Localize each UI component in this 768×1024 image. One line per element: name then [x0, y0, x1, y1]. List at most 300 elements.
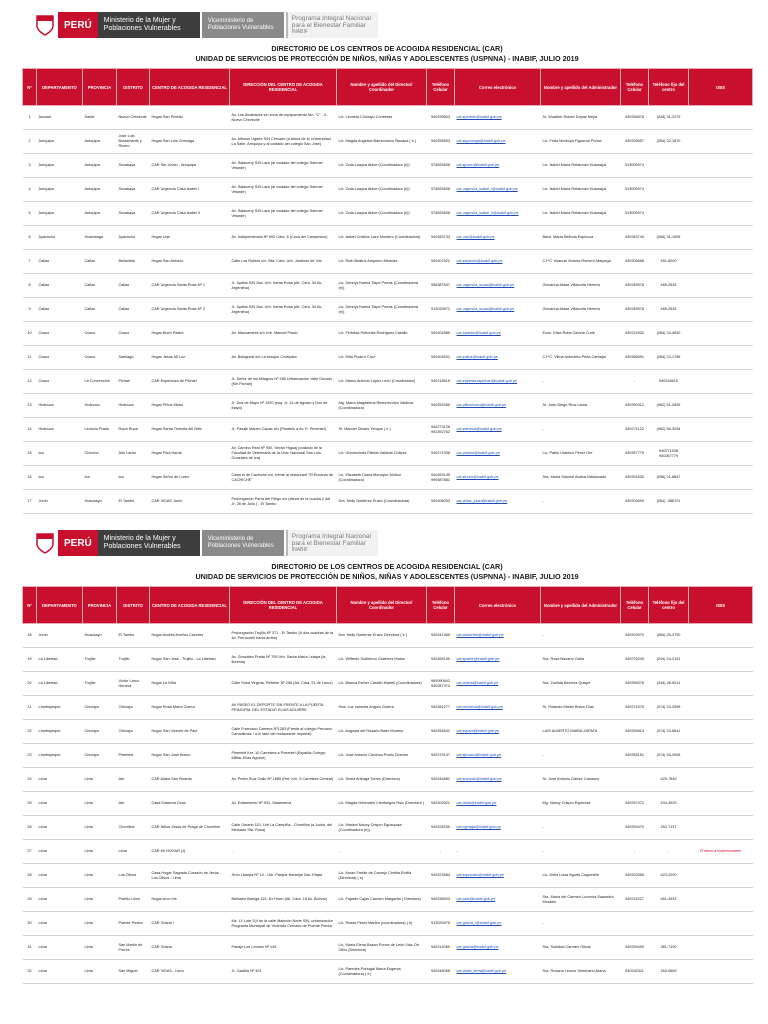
cell-correo[interactable]: car.urgencia_srosa@inabif.gob.pe	[455, 274, 541, 298]
cell-direccion: Av. Alfonso Ugarte S/N Cercado (a altura de la Universidad La Salle, Arequipa y al costado del colegio San José)	[230, 130, 337, 154]
cell-obs	[689, 466, 753, 490]
cell-provincia: Arequipa	[83, 154, 117, 178]
cell-provincia: Lima	[83, 960, 117, 984]
cell-celular-admin: 940253470	[621, 816, 649, 840]
cell-administrador: Sra. Rosa Navarro Galla	[541, 648, 621, 672]
cell-distrito: Alto Larán	[117, 442, 150, 466]
cell-distrito: Chiclayo	[117, 696, 150, 720]
cell-obs	[689, 624, 753, 648]
column-header-director: Nombre y apellido del Director/ Coordinador	[337, 69, 427, 106]
cell-provincia: Callao	[83, 298, 117, 322]
cell-num: 4	[23, 178, 37, 202]
cell-celular-admin: 940206668	[621, 250, 649, 274]
cell-centro: Hogar Urpi	[150, 226, 230, 250]
cell-provincia: Lima	[83, 768, 117, 792]
table-row	[23, 154, 753, 178]
cell-celular: 940265199	[427, 648, 455, 672]
cell-administrador: Econ. Elise Roba Celoria Curie	[541, 322, 621, 346]
table-row	[23, 624, 753, 648]
cell-correo[interactable]: car.sjosetr@inabif.gob.pe	[455, 648, 541, 672]
cell-direccion: Jr. Señor de los Milagros Nº 285 Urbanización Valle Dorado - (Kiri Pichari)	[230, 370, 337, 394]
cell-correo[interactable]: car.urgencia_srosa@inabif.gob.pe	[455, 298, 541, 322]
cell-correo[interactable]: car.pillcomozo@inabif.gob.pe	[455, 394, 541, 418]
cell-telefono-fijo: 523-2200	[649, 864, 689, 888]
cell-administrador: -	[541, 418, 621, 442]
table-header-row	[23, 69, 753, 106]
peru-shield-icon	[32, 12, 58, 38]
cell-director: Dra. Nelly Gutiérrez Erazo Directora ( e )	[337, 624, 427, 648]
cell-correo[interactable]: car.jmiluz@inabif.gob.pe	[455, 346, 541, 370]
cell-distrito: Los Olivos	[117, 864, 150, 888]
cell-director: Lic. Wilfredo Guillermo Gutiérrez Matos	[337, 648, 427, 672]
table-row	[23, 840, 753, 864]
cell-departamento: Junín	[37, 624, 83, 648]
cell-celular: 940218615	[427, 370, 455, 394]
cell-administrador: Sr. Wuather Rubén Dopaz Mejía	[541, 106, 621, 130]
cell-administrador: Sra. Soledad Carmen Olivos	[541, 936, 621, 960]
table-row	[23, 106, 753, 130]
table-row	[23, 466, 753, 490]
cell-telefono-fijo: (074) 23-2599	[649, 696, 689, 720]
table-row	[23, 744, 753, 768]
cell-director: Lic. Dennys Karina Taipe Porras (Coordinadora (e))	[337, 274, 427, 298]
cell-departamento: Lambayeque	[37, 720, 83, 744]
cell-correo[interactable]: car.scjesuslo@inabif.gob.pe	[455, 864, 541, 888]
cell-num: 25	[23, 792, 37, 816]
cell-celular-admin: 940266691	[621, 346, 649, 370]
cell-celular-admin: 940276249	[621, 648, 649, 672]
cell-correo[interactable]: car.santonio@inabif.gob.pe	[455, 250, 541, 274]
cell-provincia: Lima	[83, 912, 117, 936]
cell-director: Lic. Rosas Pérez Maribu (coordinadora) ( e)	[337, 912, 427, 936]
cell-num: 9	[23, 298, 37, 322]
cell-provincia: Lima	[83, 816, 117, 840]
cell-obs	[689, 394, 753, 418]
cell-centro: CAR Urgencia Casa Isabel I	[150, 178, 230, 202]
cell-direccion: Av. Manzanares s/n Urb. Manuel Prado	[230, 322, 337, 346]
cell-direccion: Av. Bolognesi s/n La bosque Ccoripata	[230, 346, 337, 370]
table-row	[23, 394, 753, 418]
cell-obs	[689, 720, 753, 744]
cell-num: 28	[23, 864, 37, 888]
cell-director: Lic. Zoila Loayza Alave (Coordinadora (e))	[337, 178, 427, 202]
cell-num: 18	[23, 624, 37, 648]
cell-correo[interactable]: car.urgencia_isabel_i@inabif.gob.pe	[455, 178, 541, 202]
cell-celular: 940238003	[427, 888, 455, 912]
cell-celular-admin: 940255151	[621, 744, 649, 768]
cell-administrador: Sra. Roxana Leonor Seminario Arana	[541, 960, 621, 984]
cell-num: 3	[23, 154, 37, 178]
cell-distrito: Cusco	[117, 322, 150, 346]
cell-direccion: Jr. Iquitos S/N 2da. Urb. Santa Rosa (Alt. Cdra. 34 Av. Argentina)	[230, 298, 337, 322]
table-header-row	[23, 587, 753, 624]
cell-centro: CAR Gracia	[150, 936, 230, 960]
table-row	[23, 178, 753, 202]
cell-centro: CAR Urgencia Santa Rosa Nº 1	[150, 274, 230, 298]
cell-obs	[689, 202, 753, 226]
cell-num: 10	[23, 322, 37, 346]
cell-obs	[689, 490, 753, 514]
cell-telefono-fijo	[649, 912, 689, 936]
column-header-distrito: DISTRITO	[117, 69, 150, 106]
cell-provincia: Cusco	[83, 322, 117, 346]
column-header-centro: CENTRO DE ACOGIDA RESIDENCIAL	[150, 587, 230, 624]
cell-num: 26	[23, 816, 37, 840]
cell-correo[interactable]: car.vidas_junin@inabif.gob.pe	[455, 490, 541, 514]
ministerio-label: Ministerio de la Mujer y Poblaciones Vulnerables	[98, 12, 200, 38]
directory-table	[22, 586, 753, 984]
cell-telefono-fijo	[649, 154, 689, 178]
cell-provincia: Lima	[83, 936, 117, 960]
cell-correo[interactable]: car.domi@inabif.gob.pe	[455, 792, 541, 816]
cell-celular: 940204989	[427, 322, 455, 346]
cell-centro: CAR Urgencia Casa Isabel II	[150, 202, 230, 226]
cell-celular: 940279137	[427, 744, 455, 768]
cell-celular-admin: 940226490	[621, 936, 649, 960]
cell-celular-admin: 940251830	[621, 466, 649, 490]
cell-obs	[689, 250, 753, 274]
cell-distrito: Pueblo Libre	[117, 888, 150, 912]
cell-telefono-fijo: (064) -388701	[649, 490, 689, 514]
column-header-departamento: DEPARTAMENTO	[37, 587, 83, 624]
cell-correo[interactable]: car.stteresa@inabif.gob.pe	[455, 418, 541, 442]
cell-direccion: Av. Los Alcatraces s/n zona de equipamiento Mz. "C" - II - Nuevo Chimbote	[230, 106, 337, 130]
cell-celular-admin: 940256376	[621, 672, 649, 696]
cell-num: 7	[23, 250, 37, 274]
cell-celular: 940281277	[427, 696, 455, 720]
cell-administrador: Sr. Rolando Martin Bravo Díaz	[541, 696, 621, 720]
cell-administrador: Bach. María Belinda Espinoza	[541, 226, 621, 250]
table-row	[23, 250, 753, 274]
column-header-administrador: Nombre y apellido del Administrador	[541, 69, 621, 106]
cell-provincia: Lima	[83, 840, 117, 864]
cell-administrador: Sra. Zunilda Becerra Quispe	[541, 672, 621, 696]
cell-correo[interactable]: car.spedrito@inabif.gob.pe	[455, 106, 541, 130]
cell-celular-admin: 940242311	[621, 960, 649, 984]
cell-director: Lic. Sinea Arteaga Torres (Directora)	[337, 768, 427, 792]
cell-distrito: Chiclayo	[117, 720, 150, 744]
cell-correo[interactable]: car.sluren@inabif.gob.pe	[455, 466, 541, 490]
cell-distrito: Socabaya	[117, 154, 150, 178]
cell-obs	[689, 672, 753, 696]
cell-distrito: Puente Piedra	[117, 912, 150, 936]
cell-celular: 940273126 992392762	[427, 418, 455, 442]
cell-centro: CAR Ser Joven - Arequipa	[150, 154, 230, 178]
cell-departamento: Lambayeque	[37, 744, 83, 768]
cell-administrador: -	[541, 490, 621, 514]
cell-correo[interactable]: car.lanina@inabif.gob.pe	[455, 672, 541, 696]
cell-departamento: Ica	[37, 466, 83, 490]
cell-correo[interactable]: car.airis@inabif.gob.pe	[455, 888, 541, 912]
cell-obs	[689, 298, 753, 322]
title-line-1: DIRECTORIO DE LOS CENTROS DE ACOGIDA RESIDENCIAL (CAR)	[271, 44, 503, 53]
cell-direccion: Av. Salaverry S/N Lara (al costado del colegio Samuel Velarde)	[230, 202, 337, 226]
cell-administrador: C.P.C Yolanda Victoria Romero Mayorga	[541, 250, 621, 274]
cell-telefono-fijo: (044) 28-5011	[649, 672, 689, 696]
table-row	[23, 202, 753, 226]
cell-celular-admin: 940203970	[621, 624, 649, 648]
cell-correo[interactable]: car.sjoven@inabif.gob.pe	[455, 154, 541, 178]
cell-telefono-fijo: (074) 23-6641	[649, 720, 689, 744]
cell-director: Mg. María Magdalena Resurrección Valdivia (Coordinadora)	[337, 394, 427, 418]
column-header-obs: OBS	[689, 587, 753, 624]
cell-celular-admin: 940203365	[621, 864, 649, 888]
cell-provincia: Callao	[83, 274, 117, 298]
cell-direccion: Av. Camino Real Nº 900, Sector Higuaj (costado de la Facultad de Veterinaria de la Univ. Nacional San Luis Gonzales de Ica)	[230, 442, 337, 466]
cell-provincia: Arequipa	[83, 178, 117, 202]
cell-correo[interactable]: car.gracia_i@inabif.gob.pe	[455, 912, 541, 936]
cell-distrito: Rupa Rupa	[117, 418, 150, 442]
cell-obs	[689, 418, 753, 442]
cell-provincia: Trujillo	[83, 648, 117, 672]
cell-director: Lic. María Elena Bazan Ponce de León Vda. De Olivo (Directora)	[337, 936, 427, 960]
column-header-director: Nombre y apellido del Director/ Coordinador	[337, 587, 427, 624]
cell-direccion: AV PASEO EL DEPORTE S/N FRENTE A LA PUERTA PRINCIPAL DEL ESTADIO ELIAS AGUIRRE	[230, 696, 337, 720]
cell-director: Lic. Gumercinda Elleida Valdivia Chávez	[337, 442, 427, 466]
cell-distrito: Bellavista	[117, 250, 150, 274]
cell-correo[interactable]: car.svpaul@inabif.gob.pe	[455, 720, 541, 744]
column-header-centro: CENTRO DE ACOGIDA RESIDENCIAL	[150, 69, 230, 106]
cell-director: Lic. Elita Pizarro Cruz	[337, 346, 427, 370]
cell-correo[interactable]: car.esperanzapichari@inabif.gob.pe	[455, 370, 541, 394]
cell-centro: Hogar Paúl Harris	[150, 442, 230, 466]
cell-distrito: Callao	[117, 298, 150, 322]
programa-label	[286, 12, 378, 38]
cell-centro: Hogar Santa Teresita del Niño	[150, 418, 230, 442]
cell-telefono-fijo: 461-3433	[649, 888, 689, 912]
title-line-2: UNIDAD DE SERVICIOS DE PROTECCIÓN DE NIÑOS, NIÑAS Y ADOLESCENTES (USPNNA) - INABIF, JULIO 2019	[195, 572, 579, 581]
cell-telefono-fijo: (084) 23-1765	[649, 346, 689, 370]
cell-director: Lic. Blanca Esther Castillo Martell (Coordinadora)	[337, 672, 427, 696]
cell-celular-admin: 940283740	[621, 226, 649, 250]
cell-celular: 940209321	[427, 792, 455, 816]
cell-obs	[689, 768, 753, 792]
cell-administrador: -	[541, 744, 621, 768]
column-header-correo: Correo electrónico	[455, 587, 541, 624]
cell-departamento: Lima	[37, 792, 83, 816]
cell-celular-admin: 940297472	[621, 792, 649, 816]
programa-sub-text: INABIF	[291, 546, 308, 553]
cell-provincia: Lima	[83, 792, 117, 816]
cell-director: Lic. Arnao Farfán de Carnejo Cinthia Emilia (Directora) ( e)	[337, 864, 427, 888]
cell-departamento: Huánuco	[37, 418, 83, 442]
cell-provincia: Arequipa	[83, 130, 117, 154]
cell-centro: Hogar San Luis Gonzaga	[150, 130, 230, 154]
cell-provincia: Chincha	[83, 442, 117, 466]
cell-director: Lic. Ruth Beatriz Ampuero Miranda	[337, 250, 427, 274]
cell-telefono-fijo: 263-0669	[649, 960, 689, 984]
cell-correo[interactable]: car.vidas_lima@inabif.gob.pe	[455, 960, 541, 984]
cell-distrito: Ate	[117, 768, 150, 792]
cell-obs	[689, 888, 753, 912]
cell-administrador: Lic. Pablo Ulderico Perez Ore	[541, 442, 621, 466]
cell-celular: 940253280	[427, 394, 455, 418]
cell-provincia: Arequipa	[83, 202, 117, 226]
cell-administrador: C.P.C. Vilma Antonieta Peña Carbajal	[541, 346, 621, 370]
cell-correo: -	[455, 840, 541, 864]
cell-provincia: Callao	[83, 250, 117, 274]
cell-direccion: Jr. Pasaje Manco Capac s/n (Paralelo a Av. E. Pimentel)	[230, 418, 337, 442]
cell-administrador: LUIS ALBERTO MAIRA ZAPATA	[541, 720, 621, 744]
cell-num: 19	[23, 648, 37, 672]
cell-num: 2	[23, 130, 37, 154]
cell-num: 14	[23, 418, 37, 442]
titles	[22, 562, 752, 582]
cell-centro: Hogar Señor de Luren	[150, 466, 230, 490]
cell-provincia: Huánuco	[83, 394, 117, 418]
cell-centro: Hogar San José - Trujillo - La Libertad	[150, 648, 230, 672]
directory-page-2	[22, 526, 752, 984]
cell-departamento: Callao	[37, 274, 83, 298]
cell-departamento: Lima	[37, 840, 83, 864]
cell-num: 23	[23, 744, 37, 768]
cell-distrito: Pimentel	[117, 744, 150, 768]
cell-correo[interactable]: car.rmcheca@inabif.gob.pe	[455, 696, 541, 720]
cell-celular: 974625638	[427, 202, 455, 226]
cell-telefono-fijo: (056) 21-8847	[649, 466, 689, 490]
cell-obs	[689, 744, 753, 768]
table-row	[23, 696, 753, 720]
cell-num: 32	[23, 960, 37, 984]
cell-provincia: Huancayo	[83, 490, 117, 514]
cell-correo[interactable]: car.gracia@inabif.gob.pe	[455, 936, 541, 960]
cell-distrito: Lima	[117, 840, 150, 864]
cell-provincia: La Convención	[83, 370, 117, 394]
cell-distrito: José Luis Bustamante y Rivero	[117, 130, 150, 154]
cell-distrito: Ayacucho	[117, 226, 150, 250]
cell-celular: 956387547	[427, 274, 455, 298]
cell-departamento: Arequipa	[37, 154, 83, 178]
cell-distrito: Trujillo	[117, 648, 150, 672]
cell-correo[interactable]: car.pharris@inabif.gob.pe	[455, 442, 541, 466]
cell-director: Lic. Paredes Portugal María Eugenia (Coordinadora) ( e)	[337, 960, 427, 984]
cell-provincia: Leoncio Prado	[83, 418, 117, 442]
cell-departamento: La Libertad	[37, 648, 83, 672]
cell-departamento: Ayacucho	[37, 226, 83, 250]
cell-departamento: Huánuco	[37, 394, 83, 418]
cell-distrito: Ica	[117, 466, 150, 490]
cell-correo[interactable]: car.sricardo@inabif.gob.pe	[455, 768, 541, 792]
cell-num: 11	[23, 346, 37, 370]
table-row	[23, 864, 753, 888]
column-header-provincia: PROVINCIA	[83, 587, 117, 624]
directory-page-1	[22, 8, 752, 514]
table-row	[23, 226, 753, 250]
cell-celular: 913033971	[427, 298, 455, 322]
cell-distrito: Huánuco	[117, 394, 150, 418]
cell-correo[interactable]: car.bpastor@inabif.gob.pe	[455, 322, 541, 346]
cell-direccion: Av. González Prada Nº 705 Urb. Santa María I etapa (la floresta)	[230, 648, 337, 672]
cell-telefono-fijo: 381-7190	[649, 936, 689, 960]
cell-correo[interactable]: car.urpi@inabif.gob.pe	[455, 226, 541, 250]
cell-celular-admin	[621, 912, 649, 936]
cell-centro: CAR VIDAS - Lima	[150, 960, 230, 984]
cell-obs	[689, 178, 753, 202]
cell-celular: 940244682	[427, 768, 455, 792]
cell-direccion: Pimentel Km. 10 Carretera a Pimentel (Espalda Colegio Militar Elías Aguirre)	[230, 744, 337, 768]
cell-correo[interactable]: car.slgonzaga@inabif.gob.pe	[455, 130, 541, 154]
cell-telefono-fijo	[649, 202, 689, 226]
cell-director: -	[337, 840, 427, 864]
cell-correo[interactable]: car.sjbosco@inabif.gob.pe	[455, 744, 541, 768]
cell-celular: 940271538	[427, 442, 455, 466]
cell-celular-admin: 940290312	[621, 394, 649, 418]
cell-departamento: Arequipa	[37, 178, 83, 202]
table-row	[23, 768, 753, 792]
cell-celular-admin: 913005974	[621, 178, 649, 202]
cell-celular-admin: 940215227	[621, 888, 649, 912]
cell-celular: 940207522	[427, 250, 455, 274]
cell-departamento: Lima	[37, 912, 83, 936]
cell-celular-admin: 913005974	[621, 154, 649, 178]
cell-departamento: Arequipa	[37, 130, 83, 154]
cell-direccion: Jr. Dos de Mayo Nº 1920 (esq. Jr. 14 de Agosto y Dos de Mayo)	[230, 394, 337, 418]
cell-director: Lic. Magda Angélica Barrionuevo Ñauapa ( e )	[337, 130, 427, 154]
cell-num: 8	[23, 274, 37, 298]
cell-director: Lic. Elizabeth Diana Munayco Muñoz (Coordinadora)	[337, 466, 427, 490]
cell-direccion: Pasaje Los Leones Nº 145	[230, 936, 337, 960]
cell-telefono-fijo: 451-6200	[649, 250, 689, 274]
cell-obs	[689, 442, 753, 466]
cell-administrador: -	[541, 816, 621, 840]
cell-celular-admin: 940267779	[621, 442, 649, 466]
cell-telefono-fijo: 465-2534	[649, 274, 689, 298]
cell-celular-admin: -	[621, 840, 649, 864]
cell-direccion: Calle Los Robles s/n, Bta. Cdra. Urb. Jardines de Viru	[230, 250, 337, 274]
cell-celular: 940248058	[427, 960, 455, 984]
cell-celular-admin: 940214932	[621, 322, 649, 346]
cell-centro: Hogar San Antonio	[150, 250, 230, 274]
column-header-administrador: Nombre y apellido del Administrador	[541, 587, 621, 624]
cell-director: Dra. Nelly Gutiérrez Erazo (Coordinadora)	[337, 490, 427, 514]
table-row	[23, 720, 753, 744]
titles	[22, 44, 752, 64]
cell-celular: 974625638	[427, 178, 455, 202]
cell-correo[interactable]: car.acaceres@inabif.gob.pe	[455, 624, 541, 648]
programa-label	[286, 530, 378, 556]
column-header-num: Nº	[23, 587, 37, 624]
table-row	[23, 816, 753, 840]
cell-direccion: Av. Pedro Ruiz Gallo Nº 1885 (Ref. Km. 9 Carretera Central)	[230, 768, 337, 792]
cell-centro: Hogar San Pedrito	[150, 106, 230, 130]
table-row	[23, 888, 753, 912]
cell-provincia: Trujillo	[83, 672, 117, 696]
cell-celular: 940241365	[427, 624, 455, 648]
cell-departamento: Arequipa	[37, 202, 83, 226]
cell-centro: Hogar Buen Pastor	[150, 322, 230, 346]
cell-director: Hna. Luz carmela Angulo Guerra	[337, 696, 427, 720]
cell-administrador: -	[541, 624, 621, 648]
directory-table	[22, 68, 753, 514]
cell-provincia: Santa	[83, 106, 117, 130]
cell-celular: 940208093	[427, 490, 455, 514]
table-row	[23, 274, 753, 298]
cell-correo[interactable]: car.urgencia_isabel_ii@inabif.gob.pe	[455, 202, 541, 226]
cell-direccion: Calle Ontario 110, Urb La Campiña - Chorrillos (a 1cdra. del Mercado Sta. Rosa)	[230, 816, 337, 840]
cell-correo[interactable]: car.njpraga@inabif.gob.pe	[455, 816, 541, 840]
table-row	[23, 130, 753, 154]
gov-logo	[32, 12, 378, 38]
cell-centro: CAR Aldea San Ricardo	[150, 768, 230, 792]
column-header-num: Nº	[23, 69, 37, 106]
cell-administrador: Giovanna Aldae Villacorta Herrera	[541, 274, 621, 298]
cell-distrito: Nuevo Chimbote	[117, 106, 150, 130]
cell-celular-admin: 940299657	[621, 130, 649, 154]
cell-celular-admin: 940256878	[621, 106, 649, 130]
cell-celular: 940256593	[427, 130, 455, 154]
cell-departamento: Callao	[37, 250, 83, 274]
table-row	[23, 960, 753, 984]
